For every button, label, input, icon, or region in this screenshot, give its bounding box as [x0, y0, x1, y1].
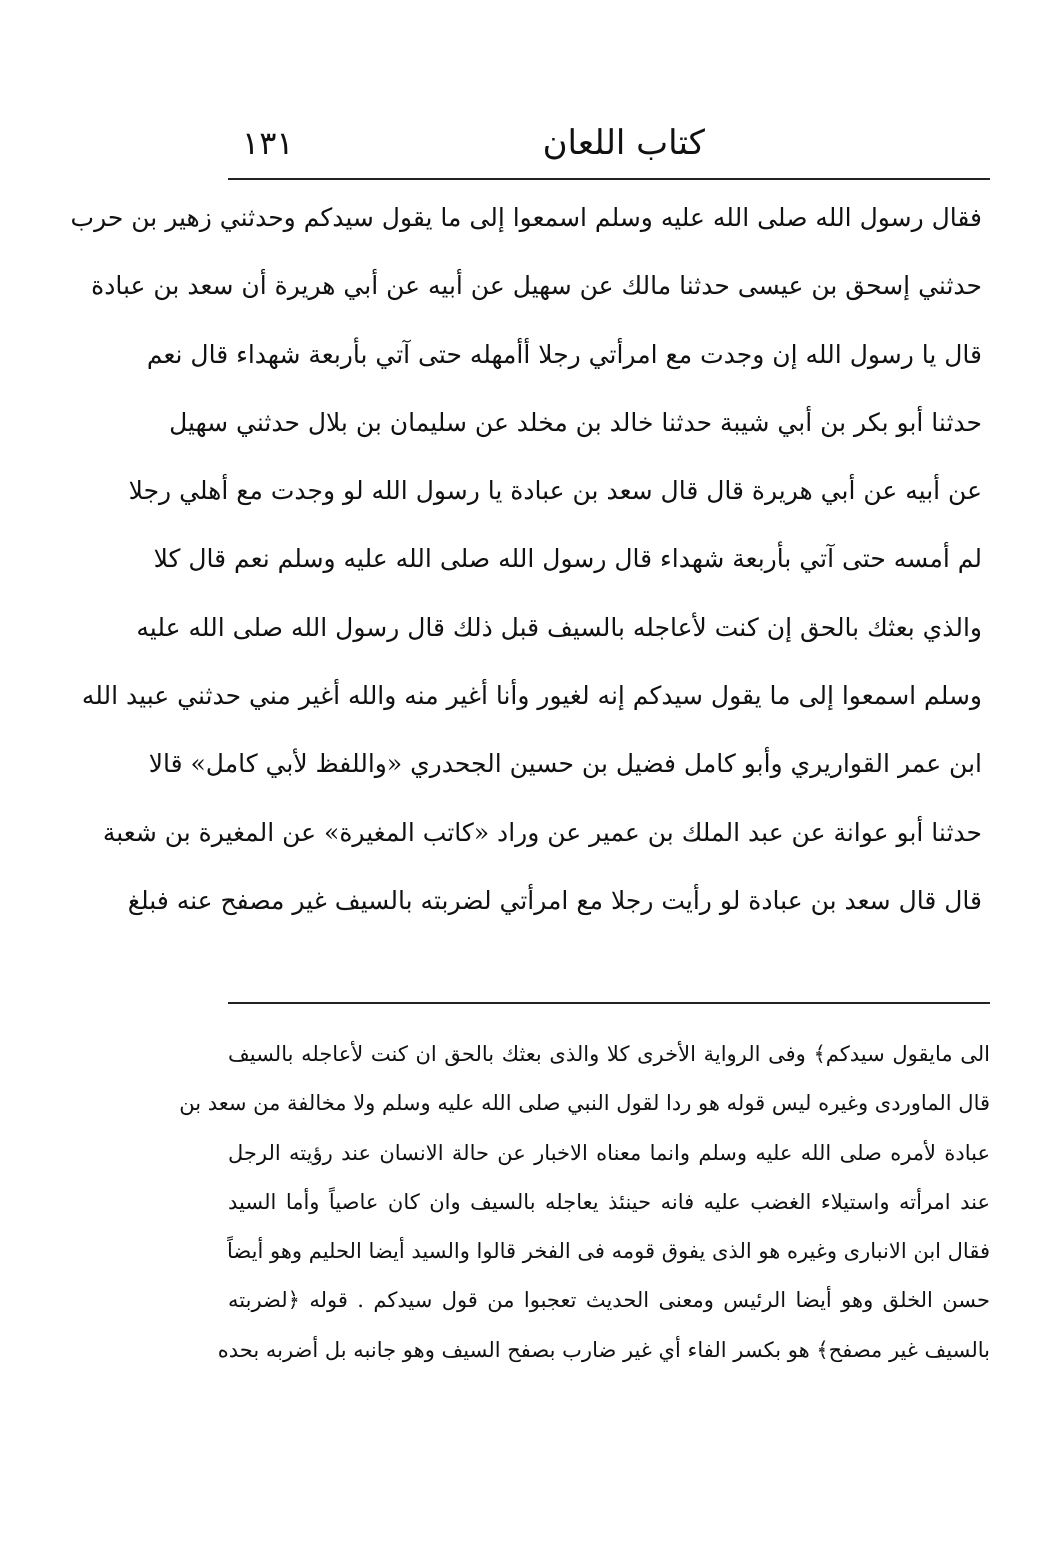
commentary-line: الى مايقول سيدكم﴾ وفى الرواية الأخرى كلا والذى بعثك بالحق ان كنت لأعاجله بالسيف: [228, 1042, 990, 1066]
page-number: ١٣١: [242, 124, 294, 162]
commentary-line: حسن الخلق وهو أيضا الرئيس ومعنى الحديث تعجبوا من قول سيدكم . قوله ﴿لضربته: [228, 1288, 990, 1313]
text-line: حدثني إسحق بن عيسى حدثنا مالك عن سهيل عن أبيه عن أبي هريرة أن سعد بن عبادة: [91, 271, 982, 301]
commentary-line: بالسيف غير مصفح﴾ هو بكسر الفاء أي غير ضارب بصفح السيف وهو جانبه بل أضربه بحده: [217, 1337, 990, 1362]
commentary-line: قال الماوردى وغيره ليس قوله هو ردا لقول النبي صلى الله عليه وسلم ولا مخالفة من سعد بن: [179, 1091, 990, 1116]
commentary-line: عند امرأته واستيلاء الغضب عليه فانه حينئذ يعاجله بالسيف وان كان عاصياً وأما السيد: [228, 1189, 990, 1214]
chapter-title: كتاب اللعان: [542, 123, 705, 163]
text-line: ابن عمر القواريري وأبو كامل فضيل بن حسين الجحدري «واللفظ لأبي كامل» قالا: [148, 749, 982, 779]
header-rule: [228, 178, 990, 180]
text-line: وسلم اسمعوا إلى ما يقول سيدكم إنه لغيور وأنا أغير منه والله أغير مني حدثني عبيد الله: [81, 681, 982, 711]
text-line: قال قال سعد بن عبادة لو رأيت رجلا مع امرأتي لضربته بالسيف غير مصفح عنه فبلغ: [127, 885, 982, 915]
commentary-line: عبادة لأمره صلى الله عليه وسلم وانما معناه الاخبار عن حالة الانسان عند رؤيته الرجل: [228, 1140, 990, 1165]
text-line: حدثنا أبو بكر بن أبي شيبة حدثنا خالد بن مخلد عن سليمان بن بلال حدثني سهيل: [169, 407, 982, 437]
text-line: لم أمسه حتى آتي بأربعة شهداء قال رسول الله صلى الله عليه وسلم نعم قال كلا: [153, 544, 982, 574]
hadith-text: [70, 184, 982, 935]
text-line: فقال رسول الله صلى الله عليه وسلم اسمعوا إلى ما يقول سيدكم وحدثني زهير بن حرب: [70, 203, 982, 232]
commentary-line: فقال ابن الانبارى وغيره هو الذى يفوق قومه فى الفخر قالوا والسيد أيضا الحليم وهو أيضاً: [227, 1239, 990, 1264]
text-line: والذي بعثك بالحق إن كنت لأعاجله بالسيف قبل ذلك قال رسول الله صلى الله عليه: [136, 612, 982, 642]
text-line: قال يا رسول الله إن وجدت مع امرأتي رجلا أأمهله حتى آتي بأربعة شهداء قال نعم: [146, 339, 982, 369]
commentary-text: [179, 1030, 990, 1375]
text-line: حدثنا أبو عوانة عن عبد الملك بن عمير عن وراد «كاتب المغيرة» عن المغيرة بن شعبة: [102, 817, 982, 847]
page-header: [230, 118, 990, 170]
commentary-rule: [228, 1002, 990, 1004]
text-line: عن أبيه عن أبي هريرة قال قال سعد بن عبادة يا رسول الله لو وجدت مع أهلي رجلا: [128, 476, 982, 506]
